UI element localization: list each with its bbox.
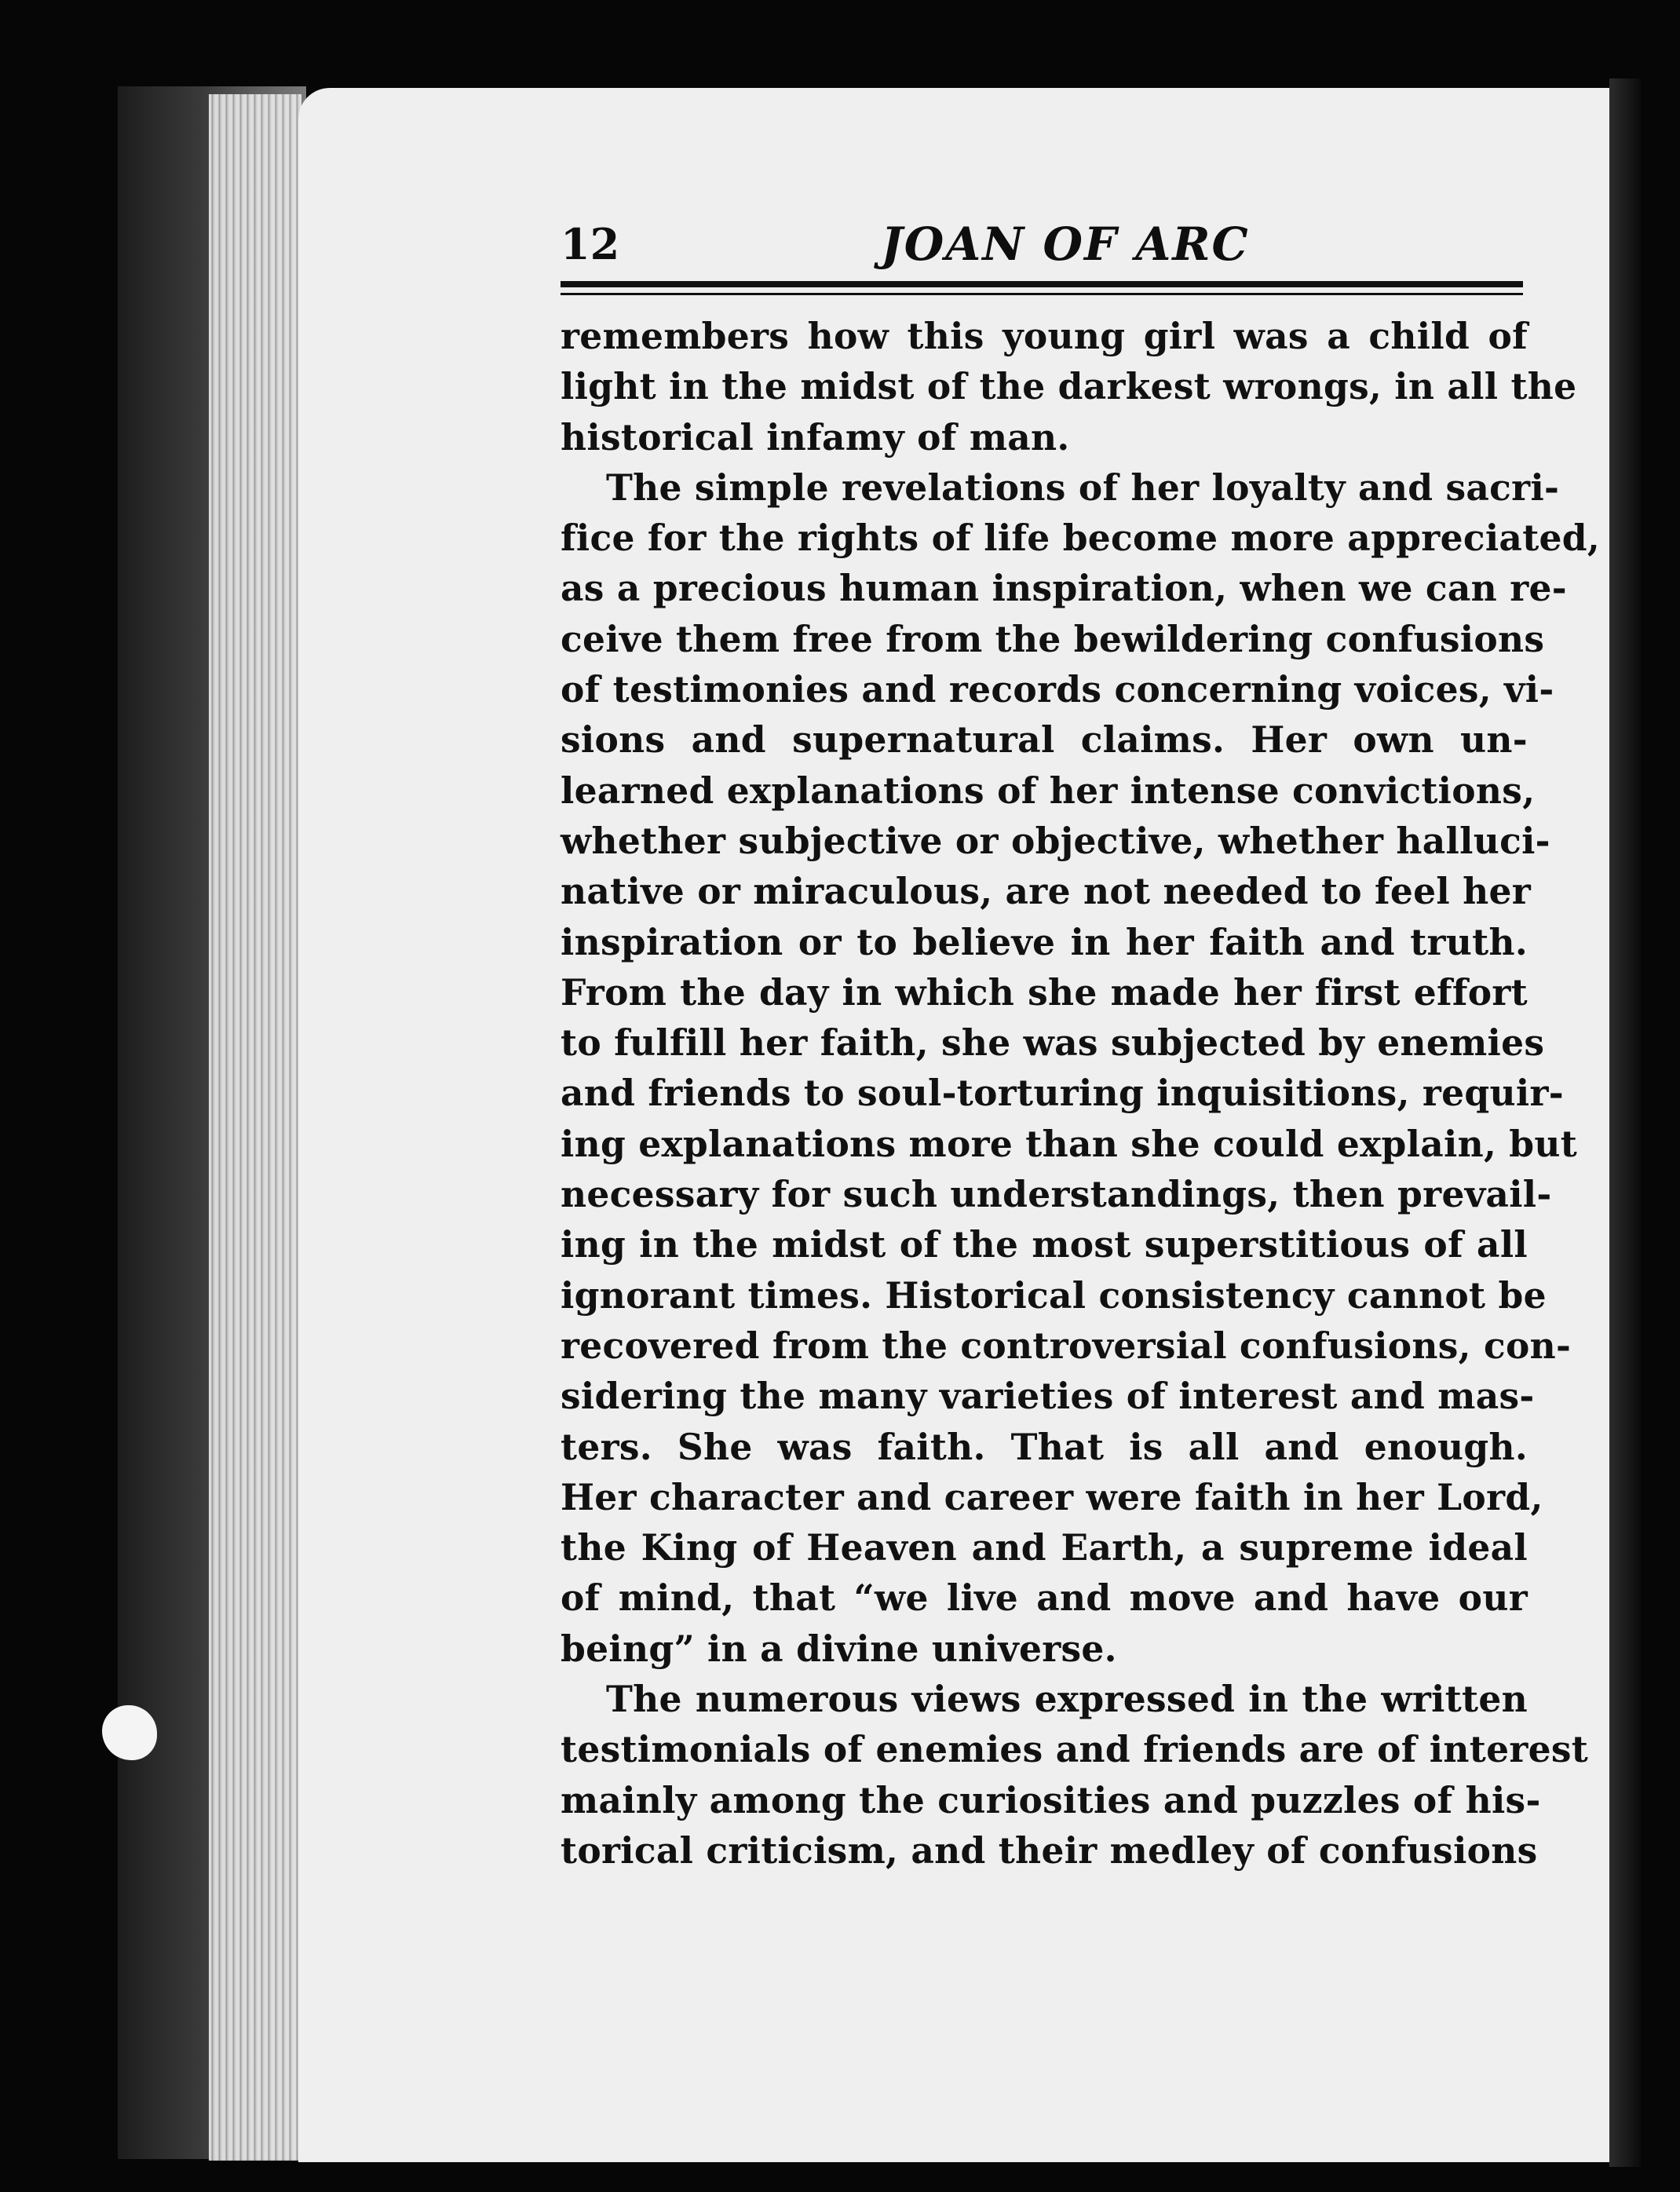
- running-header: [561, 217, 1523, 272]
- text-line: necessary for such understandings, then prevail-: [561, 1173, 1552, 1216]
- text-line: sidering the many varieties of interest and mas-: [561, 1375, 1535, 1418]
- text-line: The numerous views expressed in the written: [606, 1678, 1528, 1721]
- text-line: ing in the midst of the most superstitious of all: [561, 1223, 1528, 1266]
- body-text: [561, 311, 1601, 1876]
- text-line: testimonials of enemies and friends are of interest: [561, 1728, 1589, 1771]
- text-line: remembers how this young girl was a child of: [561, 315, 1528, 357]
- text-line: ceive them free from the bewildering confusions: [561, 617, 1545, 660]
- text-line: historical infamy of man.: [561, 415, 1070, 458]
- text-line: torical criticism, and their medley of confusions: [561, 1828, 1538, 1872]
- text-line: the King of Heaven and Earth, a supreme ideal: [561, 1526, 1528, 1569]
- text-line: mainly among the curiosities and puzzles of his-: [561, 1778, 1541, 1821]
- text-line: learned explanations of her intense convictions,: [561, 769, 1536, 812]
- text-line: ignorant times. Historical consistency cannot be: [561, 1273, 1547, 1317]
- text-line: light in the midst of the darkest wrongs, in all the: [561, 365, 1577, 408]
- text-line: being” in a divine universe.: [561, 1627, 1117, 1670]
- text-line: ters. She was faith. That is all and enough.: [561, 1425, 1528, 1468]
- text-line: fice for the rights of life become more appreciated,: [561, 517, 1601, 560]
- text-line: as a precious human inspiration, when we can re-: [561, 567, 1567, 610]
- text-line: Her character and career were faith in her Lord,: [561, 1475, 1543, 1518]
- text-line: of testimonies and records concerning voices, vi-: [561, 668, 1554, 711]
- gutter-shadow: [1609, 79, 1641, 2167]
- header-rule-thick: [561, 281, 1523, 287]
- text-line: to fulfill her faith, she was subjected by enemies: [561, 1021, 1545, 1065]
- text-line: whether subjective or objective, whether halluci-: [561, 819, 1550, 862]
- text-line: native or miraculous, are not needed to feel her: [561, 870, 1532, 913]
- running-title: JOAN OF ARC: [881, 217, 1250, 271]
- page-number: 12: [561, 219, 620, 269]
- text-line: The simple revelations of her loyalty and sacri-: [606, 466, 1560, 509]
- text-line: From the day in which she made her first effort: [561, 970, 1528, 1014]
- header-rule-thin: [561, 293, 1523, 295]
- text-line: sions and supernatural claims. Her own un-: [561, 718, 1528, 762]
- text-line: ing explanations more than she could explain, but: [561, 1122, 1578, 1165]
- text-line: inspiration or to believe in her faith and truth.: [561, 920, 1528, 963]
- scan-speck: [102, 1705, 157, 1760]
- text-line: and friends to soul-torturing inquisitions, requir-: [561, 1072, 1564, 1115]
- text-line: recovered from the controversial confusions, con-: [561, 1324, 1572, 1367]
- text-line: of mind, that “we live and move and have our: [561, 1576, 1528, 1620]
- page-edges: [209, 94, 301, 2161]
